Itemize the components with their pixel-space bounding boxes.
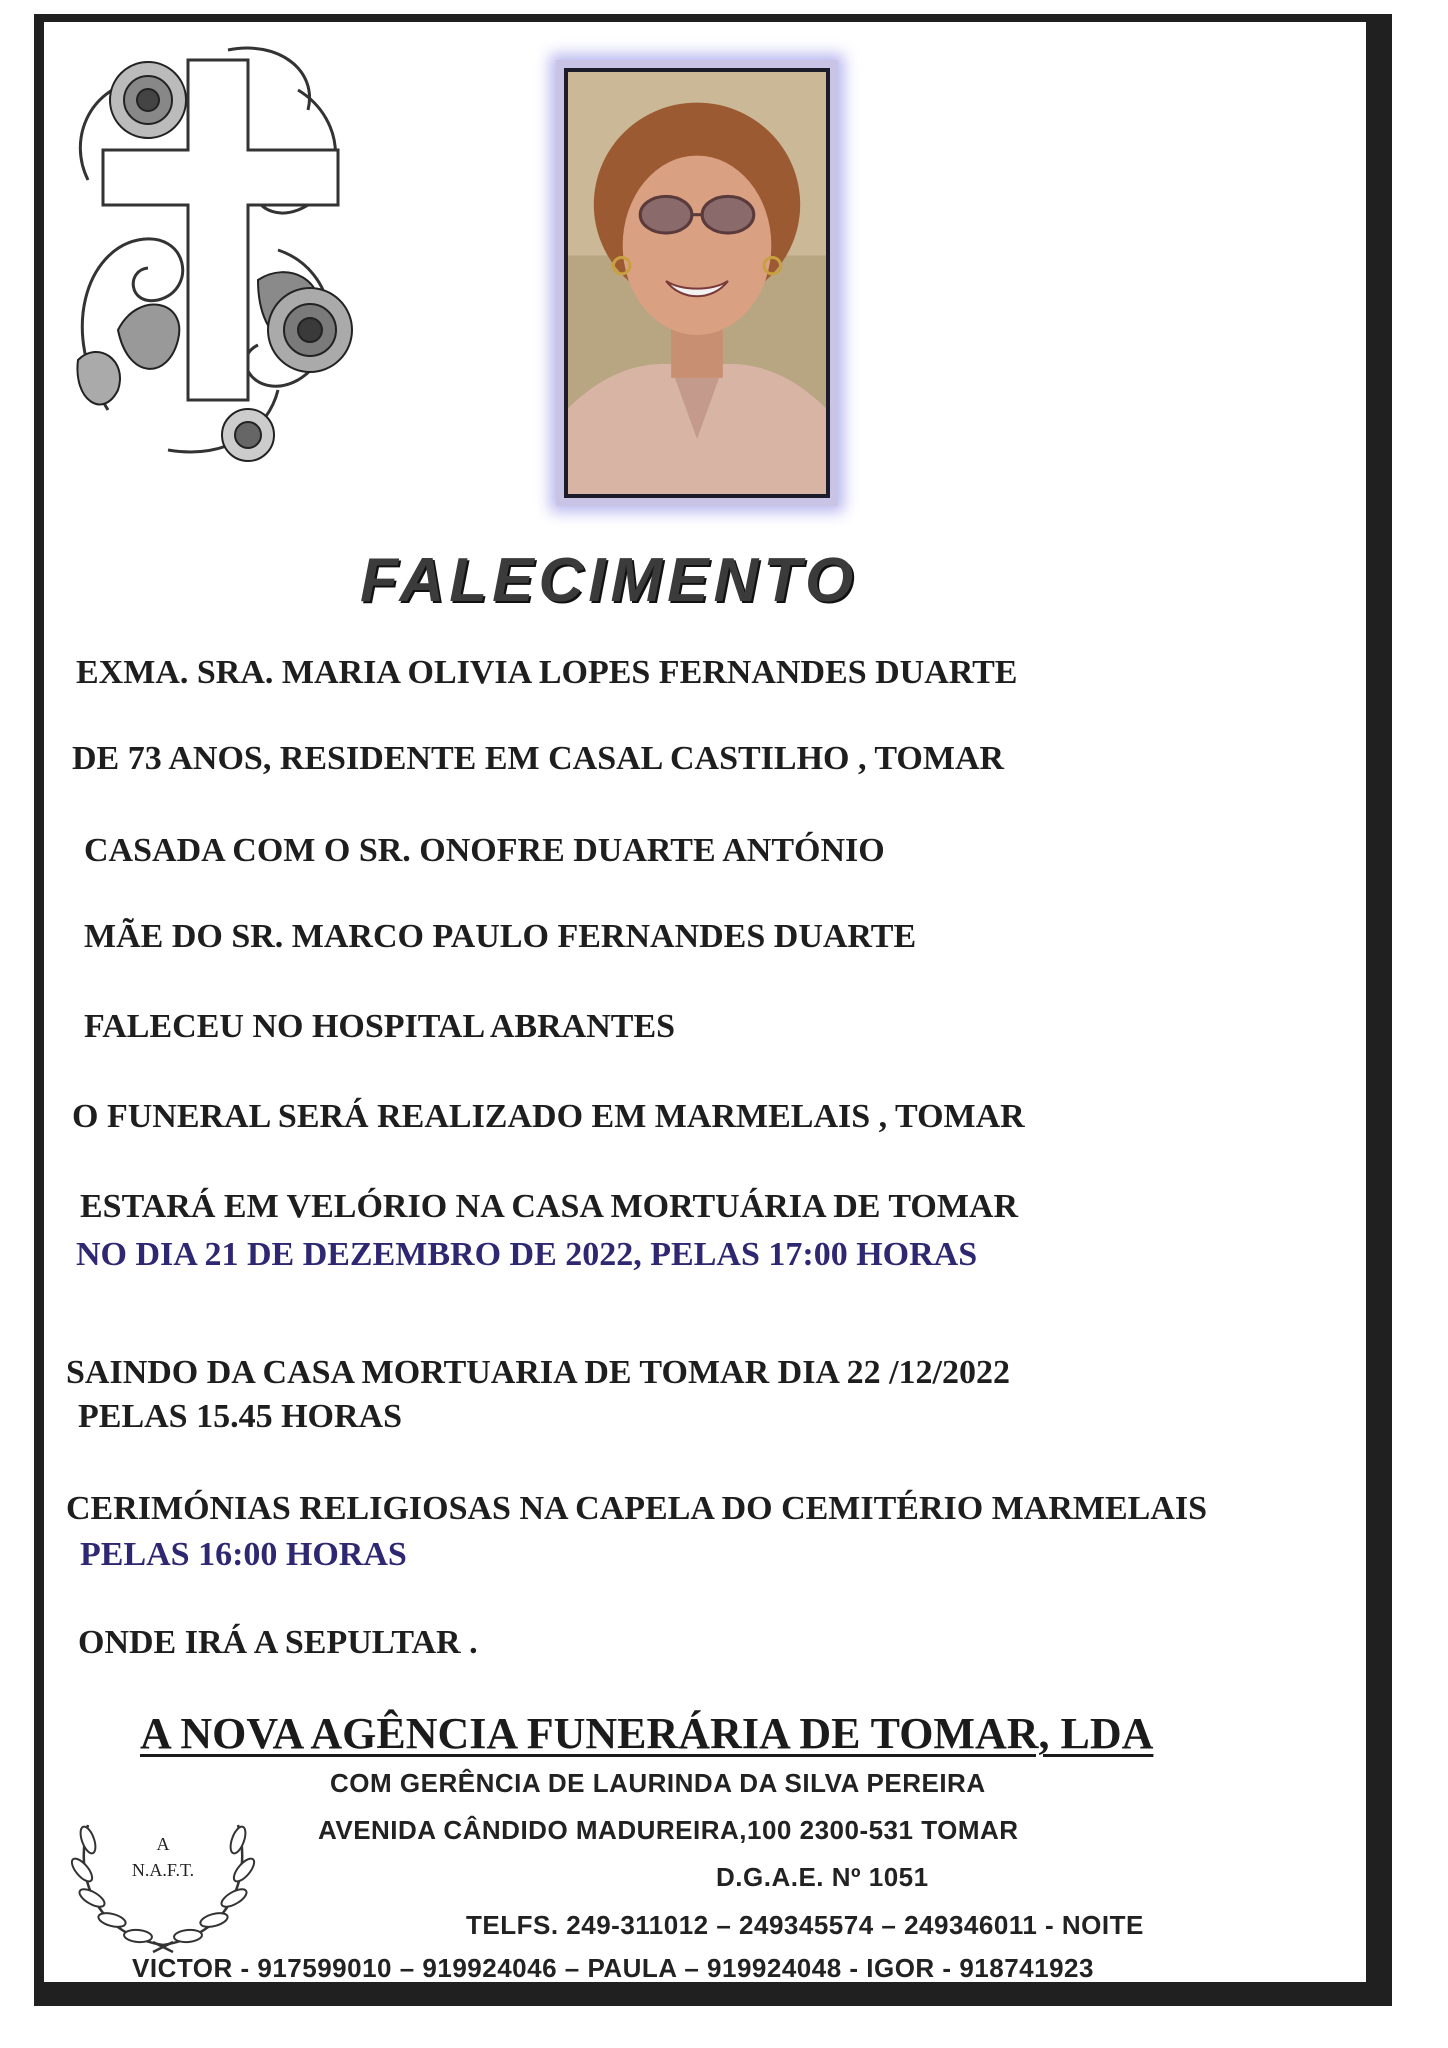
notice-line-death-place: FALECEU NO HOSPITAL ABRANTES [84, 1008, 676, 1045]
agency-dgae: D.G.A.E. Nº 1051 [716, 1862, 929, 1892]
agency-phones: TELFS. 249-311012 – 249345574 – 249346011 - NOITE [466, 1910, 1144, 1940]
laurel-wreath-seal-icon [58, 1770, 268, 1960]
portrait-photo [564, 68, 830, 498]
notice-line-spouse: CASADA COM O SR. ONOFRE DUARTE ANTÓNIO [84, 832, 885, 869]
agency-management: COM GERÊNCIA DE LAURINDA DA SILVA PEREIRA [330, 1768, 986, 1798]
seal-acronym: N.A.F.T. [131, 1860, 195, 1880]
portrait-photo-frame [556, 60, 838, 506]
seal-letter: A [156, 1834, 170, 1854]
notice-line-departure: SAINDO DA CASA MORTUARIA DE TOMAR DIA 22 /12/2022 [66, 1354, 1010, 1391]
notice-line-ceremony-time: PELAS 16:00 HORAS [80, 1536, 407, 1573]
agency-name: A NOVA AGÊNCIA FUNERÁRIA DE TOMAR, LDA [140, 1709, 1154, 1758]
notice-line-funeral-place: O FUNERAL SERÁ REALIZADO EM MARMELAIS , TOMAR [72, 1098, 1025, 1135]
notice-line-departure-time: PELAS 15.45 HORAS [78, 1398, 402, 1435]
notice-line-name: EXMA. SRA. MARIA OLIVIA LOPES FERNANDES DUARTE [76, 654, 1018, 691]
agency-contacts: VICTOR - 917599010 – 919924046 – PAULA – 919924048 - IGOR - 918741923 [132, 1953, 1094, 1983]
cross-rose-ornament-icon [48, 30, 368, 470]
notice-line-burial: ONDE IRÁ A SEPULTAR . [78, 1624, 478, 1661]
notice-line-wake-date: NO DIA 21 DE DEZEMBRO DE 2022, PELAS 17:00 HORAS [76, 1236, 978, 1273]
notice-line-son: MÃE DO SR. MARCO PAULO FERNANDES DUARTE [84, 918, 917, 955]
notice-line-age-residence: DE 73 ANOS, RESIDENTE EM CASAL CASTILHO , TOMAR [72, 740, 1005, 777]
notice-line-wake: ESTARÁ EM VELÓRIO NA CASA MORTUÁRIA DE TOMAR [80, 1188, 1019, 1225]
notice-heading: FALECIMENTO [360, 546, 859, 615]
notice-line-ceremony: CERIMÓNIAS RELIGIOSAS NA CAPELA DO CEMITÉRIO MARMELAIS [66, 1490, 1208, 1527]
agency-address: AVENIDA CÂNDIDO MADUREIRA,100 2300-531 TOMAR [318, 1815, 1019, 1845]
